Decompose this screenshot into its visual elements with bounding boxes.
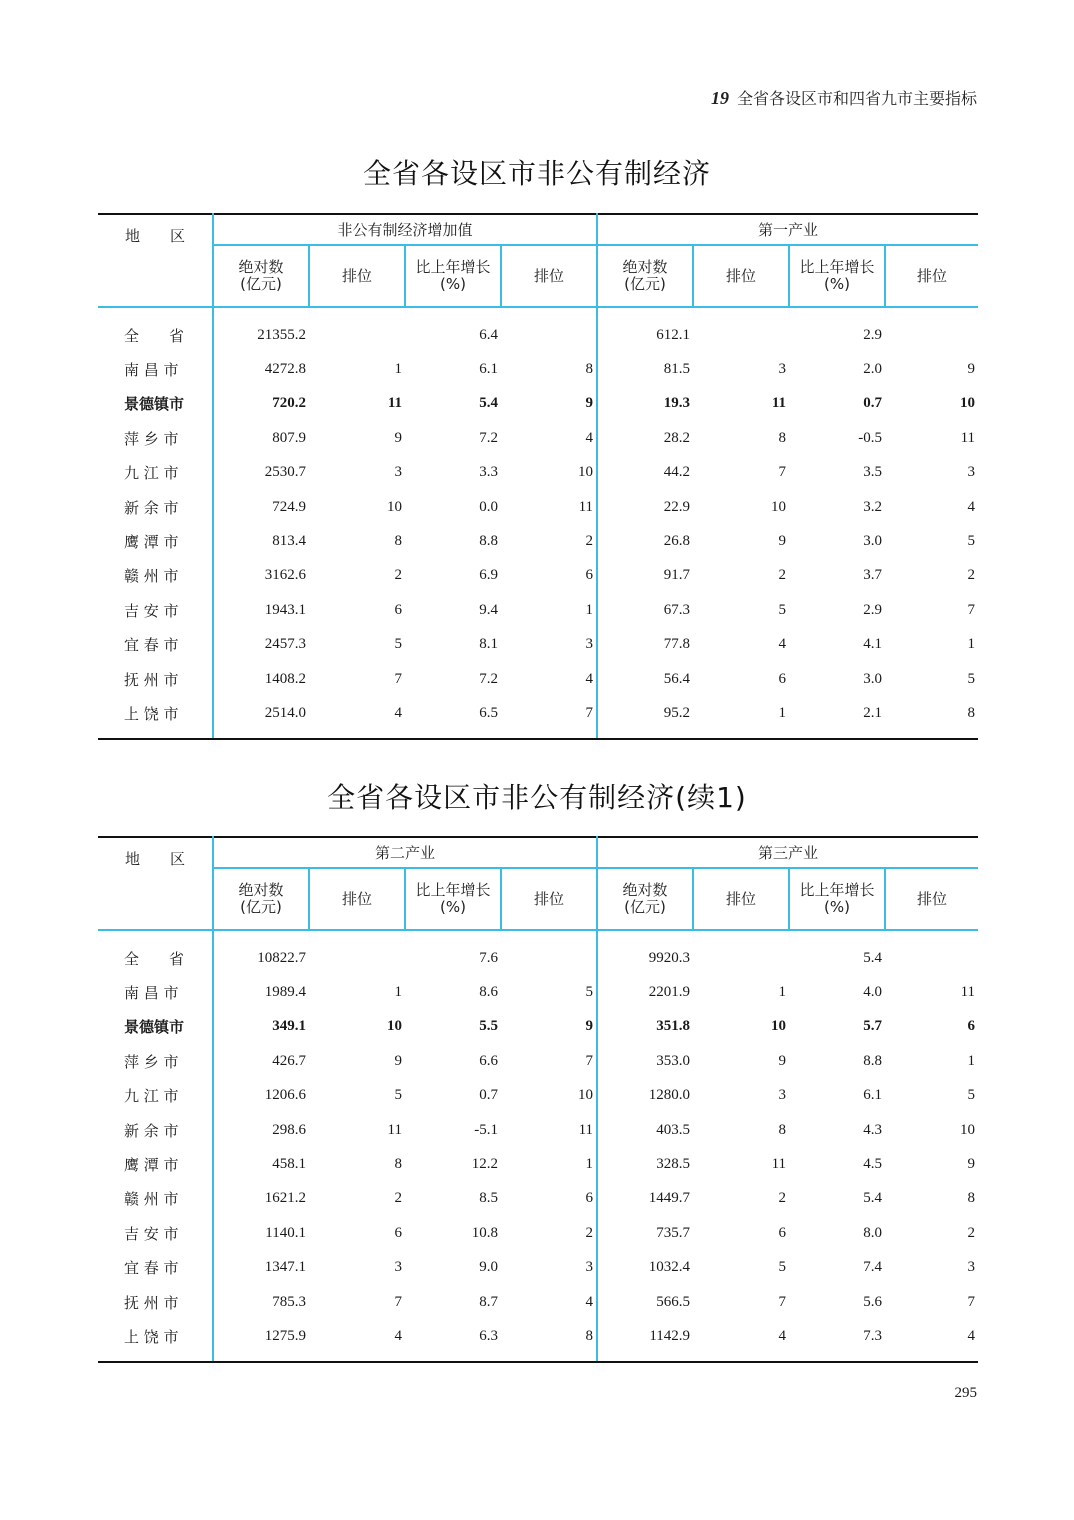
table-cell: 7.6 — [479, 949, 498, 966]
table-cell: 7 — [967, 1293, 976, 1310]
region-name: 九 江 市 — [98, 1079, 213, 1113]
region-name: 吉 安 市 — [98, 1216, 213, 1250]
table-row — [98, 628, 978, 662]
table-cell: 1943.1 — [264, 601, 306, 618]
column-header: 比上年增长 (%) — [789, 868, 885, 930]
table-cell: 91.7 — [663, 567, 691, 584]
table-cell: 9 — [501, 1010, 597, 1044]
table-cell: 2 — [501, 1216, 597, 1250]
table-cell: 10 — [960, 1121, 976, 1138]
group-header: 第三产业 — [597, 837, 978, 868]
region-name: 萍 乡 市 — [98, 1044, 213, 1078]
region-name: 抚 州 市 — [98, 662, 213, 696]
table-cell: 2530.7 — [264, 464, 306, 481]
table-row — [98, 1079, 978, 1113]
table-cell: 4272.8 — [264, 361, 306, 378]
table-row — [98, 930, 978, 975]
table-cell: 4.5 — [863, 1156, 883, 1173]
table-row — [98, 421, 978, 455]
table-cell: 6.6 — [479, 1052, 498, 1069]
table-cell: 6 — [778, 1224, 787, 1241]
table-row — [98, 662, 978, 696]
table-cell: 7 — [778, 1293, 787, 1310]
table-cell: 0.0 — [479, 498, 498, 515]
table-cell: 3 — [394, 1259, 402, 1276]
table-row — [98, 307, 978, 352]
table-cell: 2 — [501, 524, 597, 558]
region-name: 赣 州 市 — [98, 1182, 213, 1216]
table-cell: 2 — [394, 1190, 402, 1207]
table-cell: 8 — [778, 1121, 787, 1138]
table-cell: 5.6 — [863, 1293, 883, 1310]
table-row — [98, 975, 978, 1009]
table-1-body — [98, 307, 978, 739]
column-header: 绝对数 (亿元) — [597, 868, 693, 930]
table-cell: 44.2 — [663, 464, 691, 481]
table-cell: 8.8 — [863, 1052, 883, 1069]
table-cell: 807.9 — [272, 429, 306, 446]
region-name: 鹰 潭 市 — [98, 1147, 213, 1181]
table-cell: 3.2 — [863, 498, 883, 515]
table-cell: 4 — [501, 662, 597, 696]
table-cell: 6.5 — [405, 696, 501, 738]
table-cell: 4 — [309, 1319, 405, 1361]
table-cell: 4 — [778, 636, 787, 653]
table-cell — [885, 930, 978, 975]
table-cell: 5 — [967, 533, 976, 550]
table-cell: 8 — [394, 533, 402, 550]
table-cell: 9 — [394, 429, 402, 446]
table-cell: 1275.9 — [213, 1319, 309, 1361]
chapter-title: 全省各设区市和四省九市主要指标 — [736, 89, 977, 108]
table-cell: 8.6 — [479, 984, 498, 1001]
table-cell: 9920.3 — [648, 949, 691, 966]
region-name: 抚 州 市 — [98, 1285, 213, 1319]
column-header: 排位 — [501, 868, 597, 930]
table-cell: 2 — [967, 1224, 976, 1241]
table-cell: 12.2 — [471, 1156, 498, 1173]
table-cell: 28.2 — [663, 429, 691, 446]
table-cell: 1 — [501, 1147, 597, 1181]
table-cell: 566.5 — [656, 1293, 691, 1310]
column-header: 比上年增长 (%) — [789, 245, 885, 307]
table-cell: 10 — [501, 1079, 597, 1113]
table-cell: 5 — [778, 601, 787, 618]
table-cell: 3 — [501, 628, 597, 662]
table-cell: 3 — [501, 1251, 597, 1285]
table-cell: 8.8 — [479, 533, 498, 550]
table-cell: 1 — [967, 1052, 976, 1069]
region-name: 吉 安 市 — [98, 593, 213, 627]
table-cell: 735.7 — [656, 1224, 691, 1241]
column-header: 绝对数 (亿元) — [213, 245, 309, 307]
table-1 — [98, 213, 978, 740]
table-cell: 3 — [778, 1087, 787, 1104]
table-cell: 95.2 — [597, 696, 693, 738]
table-cell: 351.8 — [656, 1018, 691, 1035]
table-cell: 3 — [394, 464, 402, 481]
table-cell: 0.7 — [479, 1087, 498, 1104]
table-cell: 349.1 — [272, 1018, 306, 1035]
table-cell: 11 — [771, 1156, 787, 1173]
table-cell: 5.5 — [479, 1018, 498, 1035]
column-header: 比上年增长 (%) — [405, 245, 501, 307]
table-cell: 6.3 — [405, 1319, 501, 1361]
region-name: 南 昌 市 — [98, 975, 213, 1009]
page-number: 295 — [954, 1385, 977, 1401]
table-cell: -0.5 — [858, 429, 883, 446]
table-row — [98, 524, 978, 558]
table-cell: 4 — [501, 1285, 597, 1319]
table-cell: 724.9 — [272, 498, 306, 515]
table-cell: 9.4 — [479, 601, 498, 618]
table-cell: 11 — [387, 1121, 402, 1138]
table-cell: 10 — [501, 456, 597, 490]
chapter-number: 19 — [710, 88, 729, 108]
column-header: 排位 — [885, 245, 978, 307]
table-cell: 785.3 — [272, 1293, 306, 1310]
table-cell: 1 — [394, 361, 402, 378]
table-row — [98, 1319, 978, 1361]
table-cell: 7.2 — [479, 670, 498, 687]
table-cell: 11 — [387, 395, 402, 412]
table-cell: 1449.7 — [648, 1190, 691, 1207]
table-cell: 8 — [885, 696, 978, 738]
table-row — [98, 352, 978, 386]
table-cell: 8.5 — [479, 1190, 498, 1207]
table-cell: 7.2 — [479, 429, 498, 446]
group-header: 非公有制经济增加值 — [213, 214, 597, 245]
table-cell: 6 — [967, 1018, 976, 1035]
table-row — [98, 593, 978, 627]
table-cell: 22.9 — [663, 498, 691, 515]
table-row — [98, 559, 978, 593]
region-name: 鹰 潭 市 — [98, 524, 213, 558]
table-cell: 7 — [967, 601, 976, 618]
table-cell: 8 — [501, 1319, 597, 1361]
table-cell: 4.0 — [863, 984, 883, 1001]
table-cell: 5 — [778, 1259, 787, 1276]
table-cell: 81.5 — [663, 361, 691, 378]
column-header: 绝对数 (亿元) — [597, 245, 693, 307]
table-2-title: 全省各设区市非公有制经济(续1) — [327, 781, 747, 814]
table-cell: 2.9 — [863, 601, 883, 618]
table-cell: 1 — [693, 696, 789, 738]
table-cell: 56.4 — [663, 670, 691, 687]
table-cell: 9 — [967, 361, 976, 378]
table-row — [98, 1251, 978, 1285]
table-cell: 8 — [778, 429, 787, 446]
table-cell: 3.0 — [863, 533, 883, 550]
table-cell: 1621.2 — [264, 1190, 306, 1207]
table-cell: 1280.0 — [648, 1087, 691, 1104]
table-row — [98, 1285, 978, 1319]
region-header: 地 区 — [98, 214, 213, 307]
running-head — [711, 86, 977, 109]
table-cell: 10 — [387, 1018, 402, 1035]
region-name: 萍 乡 市 — [98, 421, 213, 455]
table-row — [98, 696, 978, 738]
table-cell: 9 — [394, 1052, 402, 1069]
table-cell: 1408.2 — [264, 670, 306, 687]
table-cell: 11 — [771, 395, 787, 412]
table-cell: 10 — [387, 498, 402, 515]
region-name: 上 饶 市 — [98, 696, 213, 738]
table-cell: 8 — [967, 1190, 976, 1207]
region-name: 宜 春 市 — [98, 628, 213, 662]
table-cell: 1347.1 — [264, 1259, 306, 1276]
table-cell: 353.0 — [656, 1052, 691, 1069]
column-header: 排位 — [501, 245, 597, 307]
table-cell: 5.4 — [479, 395, 498, 412]
column-header: 排位 — [309, 868, 405, 930]
table-cell: 720.2 — [272, 395, 306, 412]
table-cell: 9 — [967, 1156, 976, 1173]
table-cell: 9 — [778, 533, 787, 550]
column-header: 排位 — [309, 245, 405, 307]
table-cell: 612.1 — [656, 326, 691, 343]
region-name: 新 余 市 — [98, 490, 213, 524]
table-cell: -5.1 — [474, 1121, 498, 1138]
table-cell: 6.4 — [479, 326, 498, 343]
table-cell: 3 — [967, 1259, 976, 1276]
table-cell: 1142.9 — [597, 1319, 693, 1361]
table-cell: 7 — [394, 670, 402, 687]
table-row — [98, 1044, 978, 1078]
table-cell: 8.7 — [479, 1293, 498, 1310]
table-1-title: 全省各设区市非公有制经济 — [362, 157, 711, 190]
region-header: 地 区 — [98, 837, 213, 930]
table-cell: 10.8 — [471, 1224, 498, 1241]
table-cell: 7.3 — [789, 1319, 885, 1361]
column-header: 比上年增长 (%) — [405, 868, 501, 930]
region-name: 上 饶 市 — [98, 1319, 213, 1361]
table-cell: 4.1 — [863, 636, 883, 653]
table-cell: 5 — [501, 975, 597, 1009]
column-header: 排位 — [885, 868, 978, 930]
table-cell: 8.1 — [479, 636, 498, 653]
table-cell: 298.6 — [272, 1121, 306, 1138]
table-cell: 426.7 — [272, 1052, 306, 1069]
table-cell: 2 — [778, 1190, 787, 1207]
table-cell: 2.9 — [863, 326, 883, 343]
table-cell: 2 — [778, 567, 787, 584]
table-cell — [501, 307, 597, 352]
table-cell: 7 — [394, 1293, 402, 1310]
table-cell: 7 — [501, 696, 597, 738]
table-cell — [693, 307, 789, 352]
table-cell: 3.7 — [863, 567, 883, 584]
table-cell: 9 — [778, 1052, 787, 1069]
region-name: 景德镇市 — [98, 1010, 213, 1044]
table-cell: 2514.0 — [213, 696, 309, 738]
table-cell: 6.9 — [479, 567, 498, 584]
table-cell: 0.7 — [863, 395, 883, 412]
table-row — [98, 387, 978, 421]
table-cell: 6 — [501, 1182, 597, 1216]
region-name: 全 省 — [98, 307, 213, 352]
table-cell: 10 — [771, 498, 787, 515]
table-cell: 3.5 — [863, 464, 883, 481]
column-header: 排位 — [693, 245, 789, 307]
region-name: 赣 州 市 — [98, 559, 213, 593]
table-cell: 5.7 — [863, 1018, 883, 1035]
table-cell: 1 — [967, 636, 976, 653]
column-header: 绝对数 (亿元) — [213, 868, 309, 930]
table-cell: 2.0 — [863, 361, 883, 378]
table-cell: 5 — [967, 670, 976, 687]
table-2-body — [98, 930, 978, 1362]
table-2 — [98, 836, 978, 1363]
table-cell: 8.0 — [863, 1224, 883, 1241]
table-cell: 19.3 — [663, 395, 691, 412]
table-cell: 10 — [771, 1018, 787, 1035]
table-cell: 67.3 — [663, 601, 691, 618]
table-row — [98, 1010, 978, 1044]
table-cell: 403.5 — [656, 1121, 691, 1138]
table-cell: 5 — [967, 1087, 976, 1104]
table-cell: 11 — [501, 490, 597, 524]
region-name: 九 江 市 — [98, 456, 213, 490]
table-cell: 6 — [394, 601, 402, 618]
table-cell: 7.4 — [863, 1259, 883, 1276]
table-cell: 9 — [501, 387, 597, 421]
table-cell: 1140.1 — [265, 1224, 306, 1241]
table-cell: 7 — [778, 464, 787, 481]
table-row — [98, 1147, 978, 1181]
table-cell: 10 — [960, 395, 976, 412]
table-cell: 2201.9 — [648, 984, 691, 1001]
table-cell: 1032.4 — [648, 1259, 691, 1276]
table-cell: 5 — [394, 1087, 402, 1104]
column-header: 排位 — [693, 868, 789, 930]
table-row — [98, 1113, 978, 1147]
table-cell: 4.3 — [863, 1121, 883, 1138]
table-cell: 6 — [501, 559, 597, 593]
table-cell: 4 — [309, 696, 405, 738]
table-row — [98, 1216, 978, 1250]
table-cell: 1989.4 — [264, 984, 306, 1001]
table-cell: 4 — [967, 498, 976, 515]
region-name: 全 省 — [98, 930, 213, 975]
table-cell: 21355.2 — [257, 326, 306, 343]
table-cell: 26.8 — [663, 533, 691, 550]
table-cell: 813.4 — [272, 533, 306, 550]
table-row — [98, 456, 978, 490]
table-cell: 2457.3 — [264, 636, 306, 653]
table-cell: 3162.6 — [264, 567, 306, 584]
region-name: 宜 春 市 — [98, 1251, 213, 1285]
table-row — [98, 490, 978, 524]
region-name: 景德镇市 — [98, 387, 213, 421]
table-cell: 11 — [960, 429, 976, 446]
table-cell: 1206.6 — [264, 1087, 306, 1104]
table-cell: 4 — [885, 1319, 978, 1361]
table-cell: 11 — [960, 984, 976, 1001]
table-cell: 6 — [394, 1224, 402, 1241]
table-cell: 2 — [967, 567, 976, 584]
table-cell: 10822.7 — [257, 949, 306, 966]
table-cell: 3.3 — [479, 464, 498, 481]
table-cell: 2 — [394, 567, 402, 584]
table-cell — [309, 930, 405, 975]
table-cell: 2.1 — [789, 696, 885, 738]
table-cell: 1 — [501, 593, 597, 627]
table-cell — [501, 930, 597, 975]
table-cell: 7 — [501, 1044, 597, 1078]
table-cell — [885, 307, 978, 352]
table-cell: 1 — [394, 984, 402, 1001]
table-cell — [309, 307, 405, 352]
table-cell: 8 — [394, 1156, 402, 1173]
table-cell: 458.1 — [272, 1156, 306, 1173]
table-cell: 6.1 — [863, 1087, 883, 1104]
table-cell: 4 — [693, 1319, 789, 1361]
region-name: 南 昌 市 — [98, 352, 213, 386]
region-name: 新 余 市 — [98, 1113, 213, 1147]
table-cell: 5.4 — [863, 1190, 883, 1207]
table-cell: 3 — [967, 464, 976, 481]
group-header: 第二产业 — [213, 837, 597, 868]
table-cell: 1 — [778, 984, 787, 1001]
group-header: 第一产业 — [597, 214, 978, 245]
table-cell: 5.4 — [863, 949, 883, 966]
table-cell: 6.1 — [479, 361, 498, 378]
table-cell: 8 — [501, 352, 597, 386]
table-cell: 328.5 — [656, 1156, 691, 1173]
table-cell: 4 — [501, 421, 597, 455]
table-cell: 3.0 — [863, 670, 883, 687]
table-cell: 11 — [501, 1113, 597, 1147]
table-row — [98, 1182, 978, 1216]
table-cell: 6 — [778, 670, 787, 687]
table-cell: 5 — [394, 636, 402, 653]
table-cell: 3 — [778, 361, 787, 378]
table-cell: 77.8 — [663, 636, 691, 653]
table-cell: 9.0 — [479, 1259, 498, 1276]
table-cell — [693, 930, 789, 975]
